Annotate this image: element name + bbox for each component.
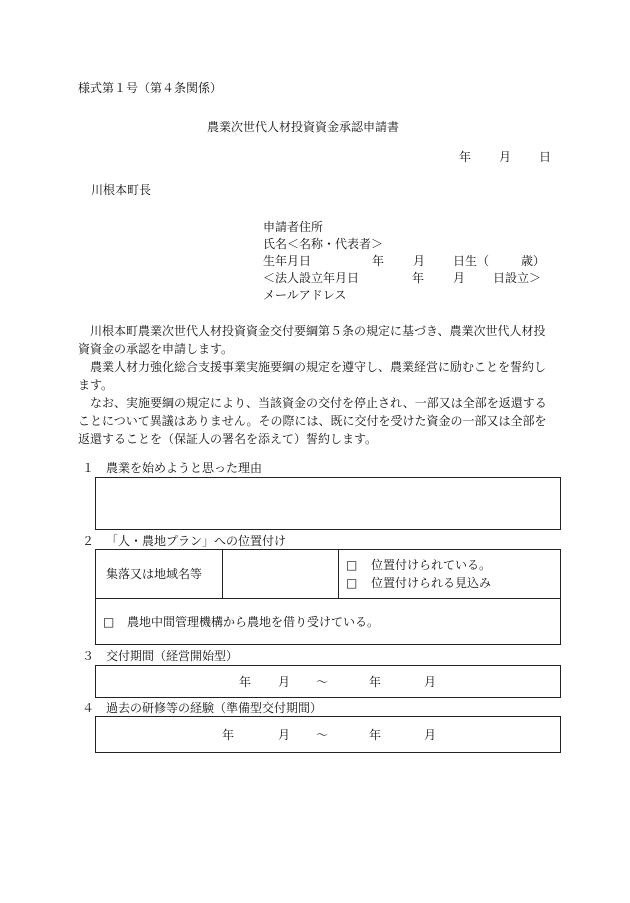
date-year: 年 bbox=[459, 150, 472, 164]
addressee: 川根本町長 bbox=[91, 183, 152, 197]
date-day: 日 bbox=[539, 150, 552, 164]
s4-tilde: ～ bbox=[316, 728, 329, 742]
section-4-number: ４ bbox=[82, 701, 95, 715]
plan-table-col-divider-1 bbox=[222, 549, 223, 598]
date-month: 月 bbox=[499, 150, 512, 164]
s3-year-end: 年 bbox=[369, 675, 382, 689]
page-title: 農業次世代人材投資資金承認申請書 bbox=[207, 120, 400, 134]
plan-table-divider bbox=[95, 598, 561, 599]
option-expected-label: 位置付けられる見込み bbox=[371, 576, 492, 590]
section-3-number: ３ bbox=[82, 649, 95, 663]
s3-tilde: ～ bbox=[316, 675, 329, 689]
section-1-number: １ bbox=[82, 461, 95, 475]
corp-year: 年 bbox=[412, 271, 425, 285]
corp-label: ＜法人設立年月日 bbox=[263, 271, 360, 285]
s3-year: 年 bbox=[239, 675, 252, 689]
section-3-label: 交付期間（経営開始型） bbox=[106, 649, 239, 663]
plan-table-col-divider-2 bbox=[338, 549, 339, 598]
body-paragraph-1: 川根本町農業次世代人材投資資金交付要綱第５条の規定に基づき、農業次世代人材投資資金の承認を申請します。 bbox=[78, 324, 546, 356]
reason-field[interactable] bbox=[95, 477, 561, 530]
s3-month: 月 bbox=[278, 675, 291, 689]
body-paragraph-2: 農業人材力強化総合支援事業実施要綱の規定を遵守し、農業経営に励むことを誓約します。 bbox=[78, 360, 547, 392]
s3-month-end: 月 bbox=[424, 675, 437, 689]
s4-year: 年 bbox=[222, 728, 235, 742]
form-number: 様式第１号（第４条関係） bbox=[78, 81, 223, 95]
section-2-label: 「人・農地プラン」への位置付け bbox=[106, 534, 287, 548]
applicant-email: メールアドレス bbox=[263, 288, 347, 302]
checkbox-farmland[interactable]: □ bbox=[103, 615, 115, 629]
birth-year: 年 bbox=[372, 254, 385, 268]
birth-month: 月 bbox=[413, 254, 426, 268]
area-name-field[interactable] bbox=[224, 551, 336, 596]
birth-day: 日生（ bbox=[453, 254, 490, 268]
option-positioned-label: 位置付けられている。 bbox=[371, 558, 492, 572]
applicant-address: 申請者住所 bbox=[263, 220, 324, 234]
section-2-number: ２ bbox=[82, 534, 95, 548]
section-4-label: 過去の研修等の経験（準備型交付期間） bbox=[106, 701, 323, 715]
body-paragraph-3: なお、実施要綱の規定により、当該資金の交付を停止され、一部又は全部を返還することについて異議はありません。その際には、既に交付を受けた資金の一部又は全部を返還することを（保証人の署名を添えて）誓約します。 bbox=[78, 396, 547, 446]
birth-age: 歳） bbox=[521, 254, 546, 268]
applicant-name: 氏名＜名称・代表者＞ bbox=[263, 237, 384, 251]
corp-day: 日設立＞ bbox=[493, 271, 542, 285]
birth-label: 生年月日 bbox=[263, 254, 312, 268]
s4-year-end: 年 bbox=[369, 728, 382, 742]
s4-month: 月 bbox=[278, 728, 291, 742]
corp-month: 月 bbox=[453, 271, 466, 285]
s4-month-end: 月 bbox=[424, 728, 437, 742]
option-farmland-label: 農地中間管理機構から農地を借り受けている。 bbox=[127, 615, 380, 629]
section-1-label: 農業を始めようと思った理由 bbox=[106, 461, 263, 475]
checkbox-expected[interactable]: □ bbox=[346, 576, 358, 590]
checkbox-positioned[interactable]: □ bbox=[346, 558, 358, 572]
area-label: 集落又は地域名等 bbox=[106, 567, 203, 581]
